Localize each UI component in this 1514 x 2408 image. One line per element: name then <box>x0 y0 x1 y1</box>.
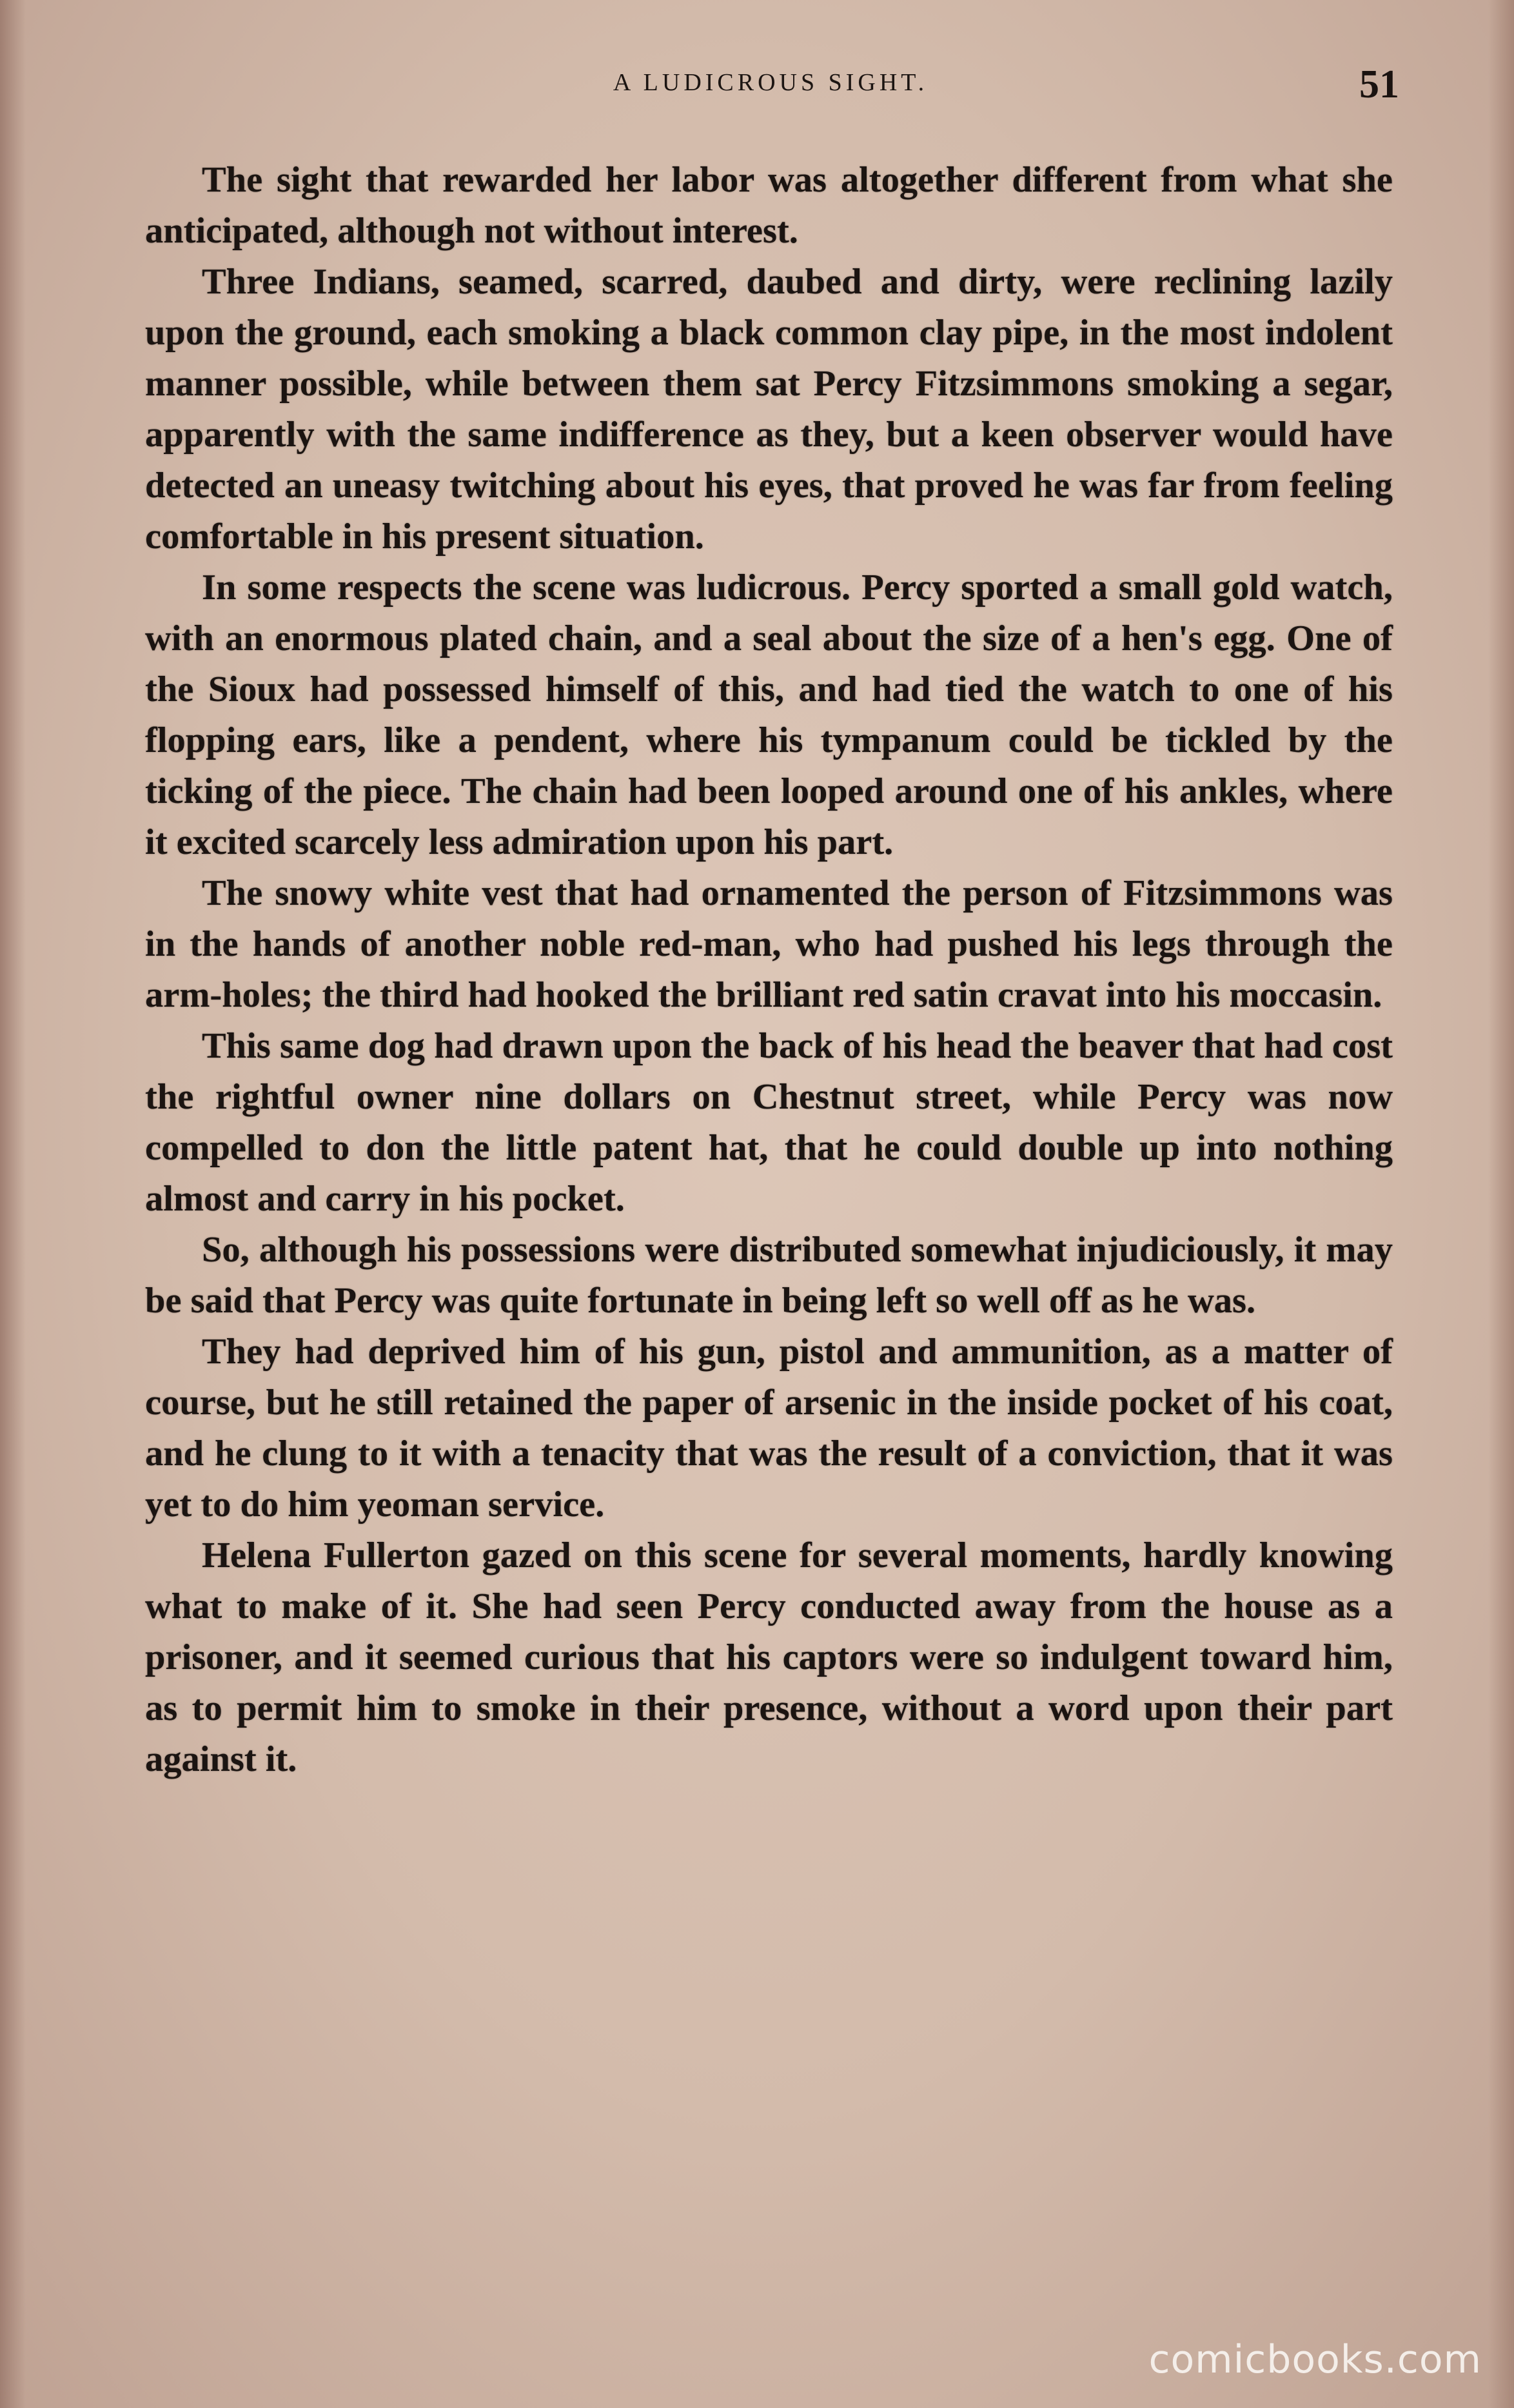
paragraph: The snowy white vest that had ornamented the person of Fitzsimmons was in the hands of another noble red-man, who had pushed his legs through the arm-holes; the third had hooked the brilliant red satin cravat into his moccasin. <box>145 873 1393 1015</box>
paragraph: This same dog had drawn upon the back of his head the beaver that had cost the rightful owner nine dollars on Chestnut street, while Percy was now compelled to don the little patent hat, that he could double up into nothing almost and carry in his pocket. <box>145 1026 1393 1219</box>
paragraph: So, although his possessions were distributed somewhat injudiciously, it may be said that Percy was quite fortunate in being left so well off as he was. <box>145 1230 1393 1321</box>
paragraph: Three Indians, seamed, scarred, daubed and dirty, were reclining lazily upon the ground, each smoking a black common clay pipe, in the most indolent manner possible, while between them sat Percy Fitzsimmons smoking a segar, apparently with the same indifference as they, but a keen observer would have detected an uneasy twitching about his eyes, that proved he was far from feeling comfortable in his present situation. <box>145 262 1393 557</box>
page-edge-shadow-left <box>0 0 26 2408</box>
paragraph: The sight that rewarded her labor was altogether different from what she anticipated, although not without interest. <box>145 160 1393 251</box>
page-edge-shadow-right <box>1488 0 1514 2408</box>
paragraph: In some respects the scene was ludicrous. Percy sported a small gold watch, with an enormous plated chain, and a seal about the size of a hen's egg. One of the Sioux had possessed himself of this, and had tied the watch to one of his flopping ears, like a pendent, where his tympanum could be tickled by the ticking of the piece. The chain had been looped around one of his ankles, where it excited scarcely less admiration upon his part. <box>145 567 1393 862</box>
page-header <box>142 62 1399 113</box>
paragraph: They had deprived him of his gun, pistol and ammunition, as a matter of course, but he still retained the paper of arsenic in the inside pocket of his coat, and he clung to it with a tenacity that was the result of a conviction, that it was yet to do him yeoman service. <box>145 1332 1393 1525</box>
body-text <box>145 155 1393 1785</box>
paragraph: Helena Fullerton gazed on this scene for several moments, hardly knowing what to make of it. She had seen Percy conducted away from the house as a prisoner, and it seemed curious that his captors were so indulgent toward him, as to permit him to smoke in their presence, without a word upon their part against it. <box>145 1535 1393 1779</box>
watermark: comicbooks.com <box>1148 2337 1482 2382</box>
page-number: 51 <box>1359 63 1399 106</box>
running-head: A LUDICROUS SIGHT. <box>613 69 929 96</box>
